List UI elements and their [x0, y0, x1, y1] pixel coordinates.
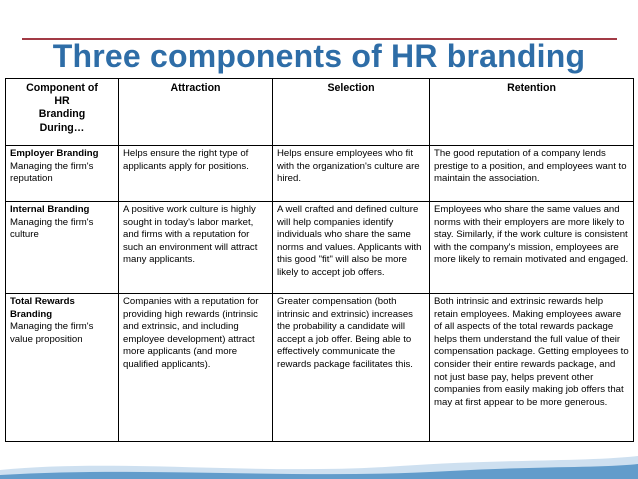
retention-cell: The good reputation of a company lends prestige to a position, and employees want to maintain the association.: [430, 146, 634, 202]
row-sublabel: Managing the firm's culture: [10, 216, 94, 241]
row-label: Internal Branding: [10, 204, 90, 215]
attraction-cell: Companies with a reputation for providing high rewards (intrinsic and extrinsic, and including employee development) attract more applicants (and more qualified applicants).: [119, 294, 273, 442]
retention-cell: Employees who share the same values and norms with their employers are more likely to stay. Similarly, if the work culture is consistent with the company's mission, employees are more likely to remain motivated and engaged.: [430, 202, 634, 294]
row-label: Employer Branding: [10, 148, 99, 159]
header-selection: Selection: [273, 79, 430, 146]
slide-title: Three components of HR branding: [52, 38, 586, 74]
table-row: [6, 146, 634, 202]
selection-cell: Greater compensation (both intrinsic and extrinsic) increases the probability a candidate will accept a job offer. Being able to effectively communicate the rewards package facilitates this.: [273, 294, 430, 442]
row-sublabel: Managing the firm's value proposition: [10, 321, 94, 345]
header-retention: Retention: [430, 79, 634, 146]
table-header-row: [6, 79, 634, 146]
attraction-cell: Helps ensure the right type of applicants apply for positions.: [119, 146, 273, 202]
row-label-cell: [6, 146, 119, 202]
row-label: Total Rewards Branding: [10, 296, 75, 320]
retention-cell: Both intrinsic and extrinsic rewards help retain employees. Making employees aware of all aspects of the total rewards package helps them understand the full value of their compensation package. Getting employees to consider their entire rewards package, and not just base pay, helps prevent other companies from easily making job offers that may at first appear to be more generous.: [430, 294, 634, 442]
row-sublabel: Managing the firm's reputation: [10, 160, 94, 185]
decorative-wave: [0, 440, 638, 479]
row-label-cell: [6, 202, 119, 294]
selection-cell: Helps ensure employees who fit with the organization's culture are hired.: [273, 146, 430, 202]
table-row: [6, 202, 634, 294]
table-row: [6, 294, 634, 442]
attraction-cell: A positive work culture is highly sought in today's labor market, and firms with a reputation for such an environment will attract many applicants.: [119, 202, 273, 294]
selection-cell: A well crafted and defined culture will help companies identify individuals who share the same norms and values. Applicants with this good "fit" will also be more likely to accept job offers.: [273, 202, 430, 294]
header-component: Component of HR Branding During…: [6, 79, 119, 146]
hr-branding-table: [5, 78, 634, 442]
header-attraction: Attraction: [119, 79, 273, 146]
row-label-cell: [6, 294, 119, 442]
